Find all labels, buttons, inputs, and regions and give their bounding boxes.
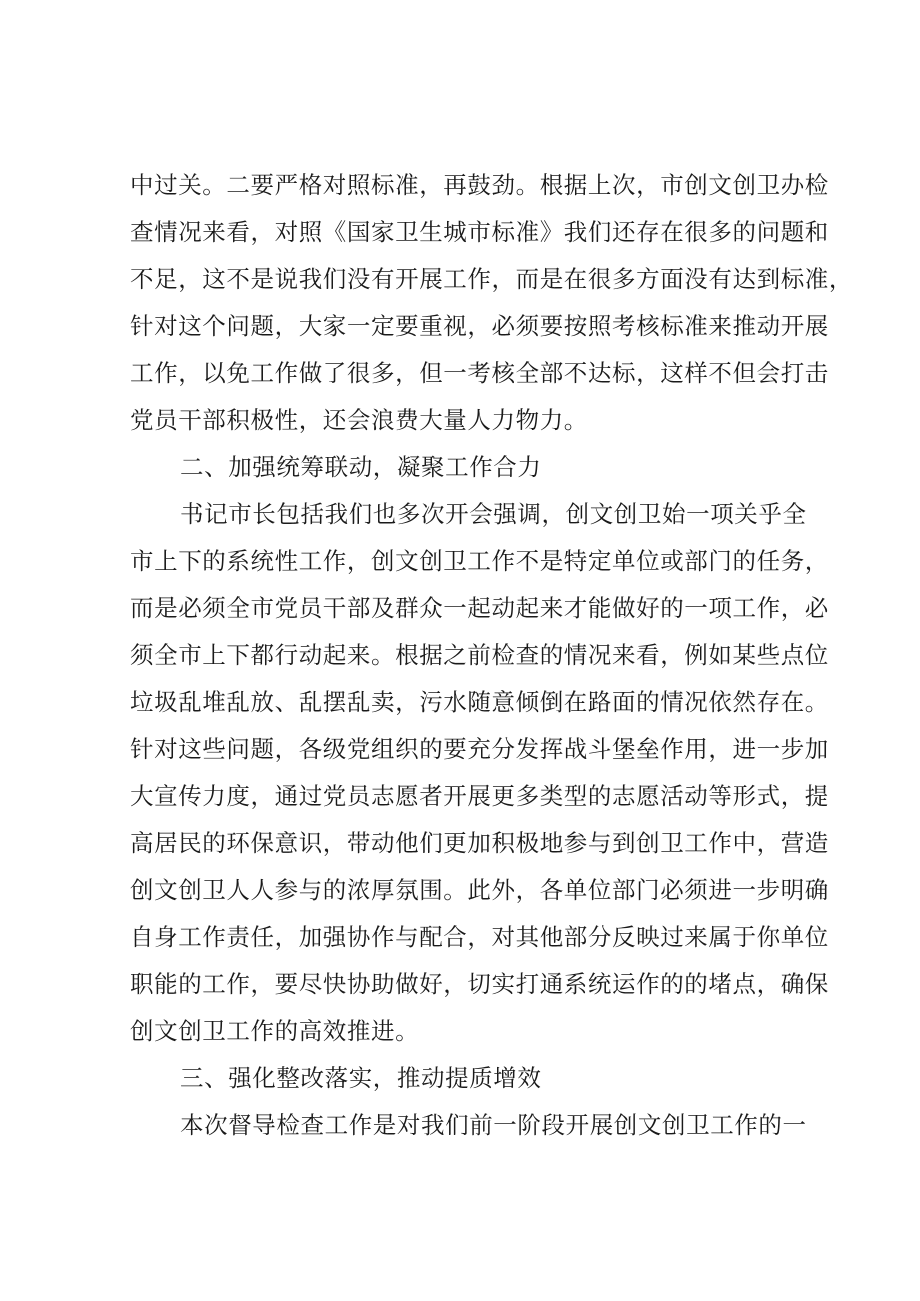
paragraph-line: 创文创卫工作的高效推进。 xyxy=(130,1017,420,1045)
paragraph-line: 本次督导检查工作是对我们前一阶段开展创文创卫工作的一 xyxy=(180,1111,807,1139)
paragraph-line: 查情况来看，对照《国家卫生城市标准》我们还存在很多的问题和 xyxy=(130,218,829,246)
paragraph-line: 中过关。二要严格对照标准，再鼓劲。根据上次，市创文创卫办检 xyxy=(130,171,829,199)
paragraph-line: 垃圾乱堆乱放、乱摆乱卖，污水随意倾倒在路面的情况依然存在。 xyxy=(130,688,829,716)
paragraph-line: 书记市长包括我们也多次开会强调，创文创卫始一项关乎全 xyxy=(180,500,807,528)
paragraph-line: 针对这些问题，各级党组织的要充分发挥战斗堡垒作用，进一步加 xyxy=(130,735,829,763)
paragraph-line: 职能的工作，要尽快协助做好，切实打通系统运作的的堵点，确保 xyxy=(130,970,829,998)
paragraph-line: 而是必须全市党员干部及群众一起动起来才能做好的一项工作，必 xyxy=(130,594,829,622)
paragraph-line: 高居民的环保意识，带动他们更加积极地参与到创卫工作中，营造 xyxy=(130,829,829,857)
paragraph-line: 须全市上下都行动起来。根据之前检查的情况来看，例如某些点位 xyxy=(130,641,829,669)
paragraph-line: 自身工作责任，加强协作与配合，对其他部分反映过来属于你单位 xyxy=(130,923,829,951)
section-heading: 三、强化整改落实，推动提质增效 xyxy=(180,1064,542,1092)
paragraph-line: 工作，以免工作做了很多，但一考核全部不达标，这样不但会打击 xyxy=(130,359,829,387)
paragraph-line: 创文创卫人人参与的浓厚氛围。此外，各单位部门必须进一步明确 xyxy=(130,876,829,904)
paragraph-line: 党员干部积极性，还会浪费大量人力物力。 xyxy=(130,406,588,434)
paragraph-line: 大宣传力度，通过党员志愿者开展更多类型的志愿活动等形式，提 xyxy=(130,782,829,810)
section-heading: 二、加强统筹联动，凝聚工作合力 xyxy=(180,453,542,481)
paragraph-line: 针对这个问题，大家一定要重视，必须要按照考核标准来推动开展 xyxy=(130,312,829,340)
paragraph-line: 市上下的系统性工作，创文创卫工作不是特定单位或部门的任务， xyxy=(130,547,829,575)
paragraph-line: 不足，这不是说我们没有开展工作，而是在很多方面没有达到标准， xyxy=(130,265,853,293)
